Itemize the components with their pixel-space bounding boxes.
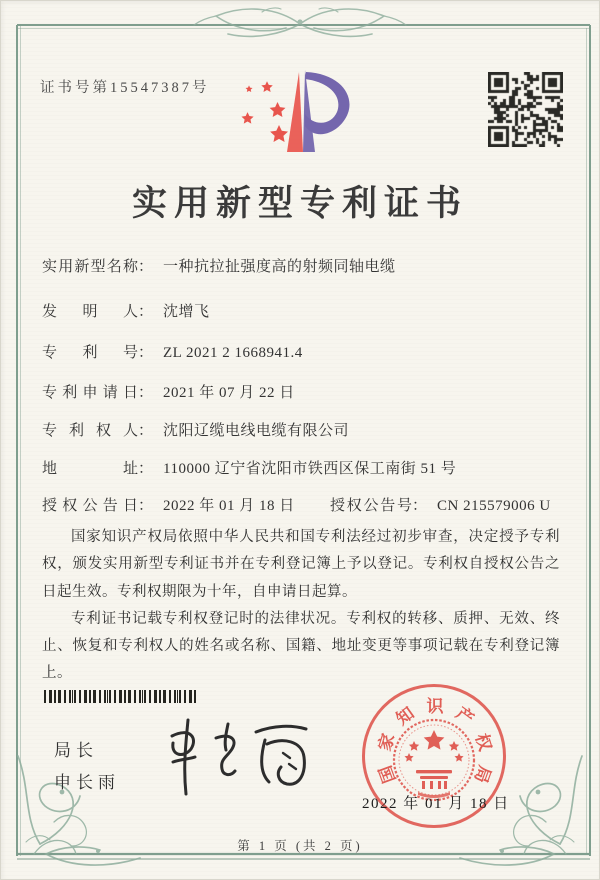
grant-stamp-date: 2022 年 01 月 18 日 bbox=[362, 796, 510, 812]
field-row-patent-number bbox=[42, 341, 303, 362]
seal-character: 识 bbox=[426, 697, 444, 716]
field-label: 专利申请日 bbox=[42, 385, 138, 401]
field-value: ZL 2021 2 1668941.4 bbox=[163, 345, 303, 361]
field-label: 授权公告号 bbox=[330, 498, 412, 514]
seal-character: 局 bbox=[470, 763, 495, 786]
top-flourish bbox=[194, 8, 406, 36]
field-row-utility-name bbox=[42, 255, 396, 276]
seal-character: 产 bbox=[452, 703, 478, 729]
field-label: 实用新型名称 bbox=[42, 259, 138, 275]
field-row-address bbox=[42, 457, 456, 478]
field-separator: ： bbox=[138, 259, 154, 275]
seal-character: 家 bbox=[375, 731, 399, 754]
field-value: 2022 年 01 月 18 日 bbox=[163, 498, 295, 514]
field-row-inventor bbox=[42, 300, 210, 321]
field-value: CN 215579006 U bbox=[437, 498, 551, 514]
grant-number-group bbox=[330, 494, 551, 515]
field-value: 一种抗拉扯强度高的射频同轴电缆 bbox=[163, 259, 396, 275]
field-label: 专利权人 bbox=[42, 423, 138, 439]
certificate-title: 实用新型专利证书 bbox=[131, 184, 468, 223]
field-row-patentee bbox=[42, 419, 349, 440]
legal-paragraph-1: 国家知识产权局依照中华人民共和国专利法经过初步审查，决定授予专利权，颁发实用新型专利证书并在专利登记簿上予以登记。专利权自授权公告之日起生效。专利权期限为十年，自申请日起算。 bbox=[42, 529, 560, 600]
director-name: 申长雨 bbox=[54, 773, 120, 792]
qr-code bbox=[488, 72, 563, 147]
field-row-filing-date bbox=[42, 381, 295, 402]
director-signature bbox=[148, 712, 328, 807]
field-row-grant bbox=[42, 494, 551, 515]
legal-paragraph-2: 专利证书记载专利权登记时的法律状况。专利权的转移、质押、无效、终止、恢复和专利权人的姓名或名称、国籍、地址变更等事项记载在专利登记簿上。 bbox=[42, 610, 560, 682]
barcode bbox=[44, 690, 196, 703]
field-value: 沈增飞 bbox=[163, 304, 210, 320]
field-value: 沈阳辽缆电线电缆有限公司 bbox=[163, 423, 350, 439]
page-number: 第 1 页 (共 2 页) bbox=[237, 839, 363, 853]
seal-character: 国 bbox=[375, 763, 400, 786]
seal-character: 知 bbox=[392, 703, 418, 729]
field-separator: ： bbox=[138, 304, 154, 320]
field-label: 授权公告日 bbox=[42, 498, 138, 514]
certificate-number: 证书号第15547387号 bbox=[40, 80, 210, 96]
seal-character: 权 bbox=[471, 731, 495, 754]
field-separator: ： bbox=[138, 385, 154, 401]
field-label: 地址 bbox=[42, 461, 138, 477]
cnipa-logo bbox=[233, 60, 367, 160]
field-value: 110000 辽宁省沈阳市铁西区保工南街 51 号 bbox=[163, 461, 457, 477]
field-separator: ： bbox=[138, 461, 154, 477]
legal-text bbox=[42, 524, 560, 688]
field-value: 2021 年 07 月 22 日 bbox=[163, 385, 295, 401]
director-title: 局长 bbox=[54, 741, 98, 760]
field-separator: ： bbox=[412, 498, 428, 514]
field-label: 发明人 bbox=[42, 304, 138, 320]
field-separator: ： bbox=[138, 345, 154, 361]
field-separator: ： bbox=[138, 498, 154, 514]
field-label: 专利号 bbox=[42, 345, 138, 361]
field-separator: ： bbox=[138, 423, 154, 439]
